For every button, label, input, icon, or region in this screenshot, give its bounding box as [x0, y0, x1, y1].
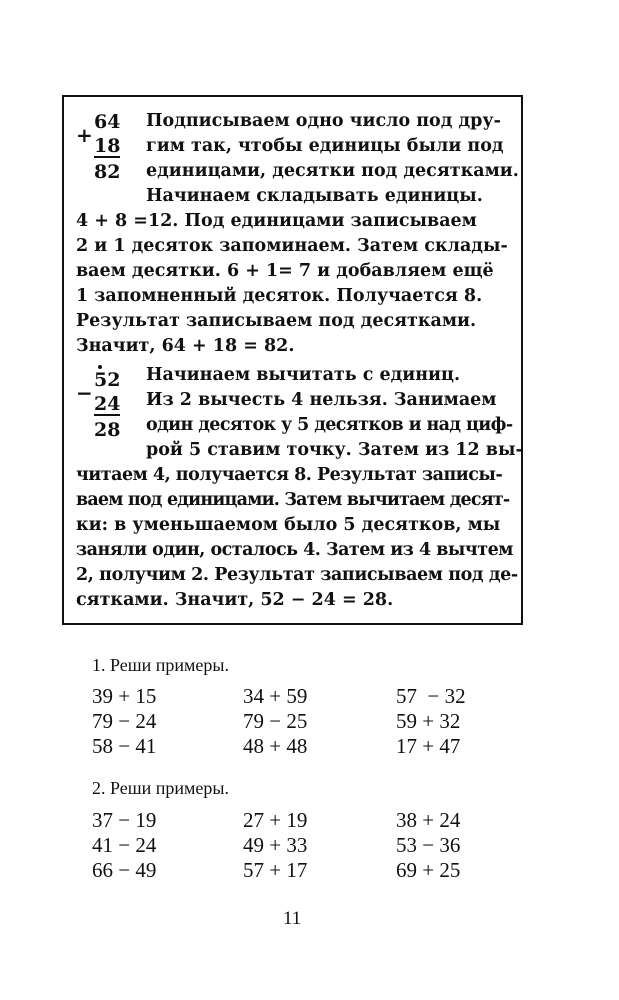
- example-item: 57 − 32: [396, 684, 466, 708]
- example-item: 37 − 19: [92, 808, 157, 832]
- text-line: Значит, 64 + 18 = 82.: [76, 336, 295, 356]
- addend-top: 64: [94, 111, 121, 133]
- text-line: 2 и 1 десяток запоминаем. Затем склады-: [76, 236, 508, 256]
- text-line: ваем десятки. 6 + 1= 7 и добавляем ещё: [76, 261, 494, 281]
- difference-result: 28: [94, 419, 121, 441]
- text-line: 2, получим 2. Результат записываем под де-: [76, 565, 518, 585]
- explanation-box: [62, 95, 523, 625]
- text-line: Начинаем складывать единицы.: [146, 186, 483, 206]
- example-item: 79 − 24: [92, 709, 157, 733]
- text-line: заняли один, осталось 4. Затем из 4 вычтем: [76, 540, 513, 560]
- example-item: 79 − 25: [243, 709, 308, 733]
- text-line: ваем под единицами. Затем вычитаем десят-: [76, 490, 510, 510]
- text-line: ки: в уменьшаемом было 5 десятков, мы: [76, 515, 501, 535]
- minuend: 52: [94, 369, 121, 391]
- example-item: 49 + 33: [243, 833, 308, 857]
- example-item: 59 + 32: [396, 709, 461, 733]
- example-item: 57 + 17: [243, 858, 308, 882]
- text-line: единицами, десятки под десятками.: [146, 161, 519, 181]
- task-2-title: 2. Реши примеры.: [92, 778, 229, 798]
- example-item: 34 + 59: [243, 684, 308, 708]
- example-item: 39 + 15: [92, 684, 157, 708]
- task-1-title: 1. Реши примеры.: [92, 655, 229, 675]
- example-item: 41 − 24: [92, 833, 157, 857]
- example-item: 69 + 25: [396, 858, 461, 882]
- text-line: Подписываем одно число под дру-: [146, 111, 501, 131]
- example-item: 27 + 19: [243, 808, 308, 832]
- text-line: читаем 4, получается 8. Результат записы-: [76, 465, 503, 485]
- text-line: Из 2 вычесть 4 нельзя. Занимаем: [146, 390, 497, 410]
- text-line: 1 запомненный десяток. Получается 8.: [76, 286, 483, 306]
- example-item: 58 − 41: [92, 734, 157, 758]
- addend-bottom: 18: [94, 135, 121, 157]
- minus-sign: −: [76, 381, 93, 405]
- example-item: 66 − 49: [92, 858, 157, 882]
- text-line: гим так, чтобы единицы были под: [146, 136, 504, 156]
- text-line: Результат записываем под десятками.: [76, 311, 477, 331]
- text-line: сятками. Значит, 52 − 24 = 28.: [76, 590, 394, 610]
- sum-result: 82: [94, 161, 121, 183]
- page-number: 11: [283, 908, 302, 929]
- text-line: рой 5 ставим точку. Затем из 12 вы-: [146, 440, 523, 460]
- subtrahend: 24: [94, 393, 121, 415]
- example-item: 48 + 48: [243, 734, 308, 758]
- text-line: 4 + 8 =12. Под единицами записываем: [76, 211, 477, 231]
- plus-sign: +: [76, 123, 93, 147]
- example-item: 38 + 24: [396, 808, 461, 832]
- text-line: Начинаем вычитать с единиц.: [146, 365, 461, 385]
- example-item: 17 + 47: [396, 734, 461, 758]
- text-line: один десяток у 5 десятков и над циф-: [146, 415, 513, 435]
- example-item: 53 − 36: [396, 833, 461, 857]
